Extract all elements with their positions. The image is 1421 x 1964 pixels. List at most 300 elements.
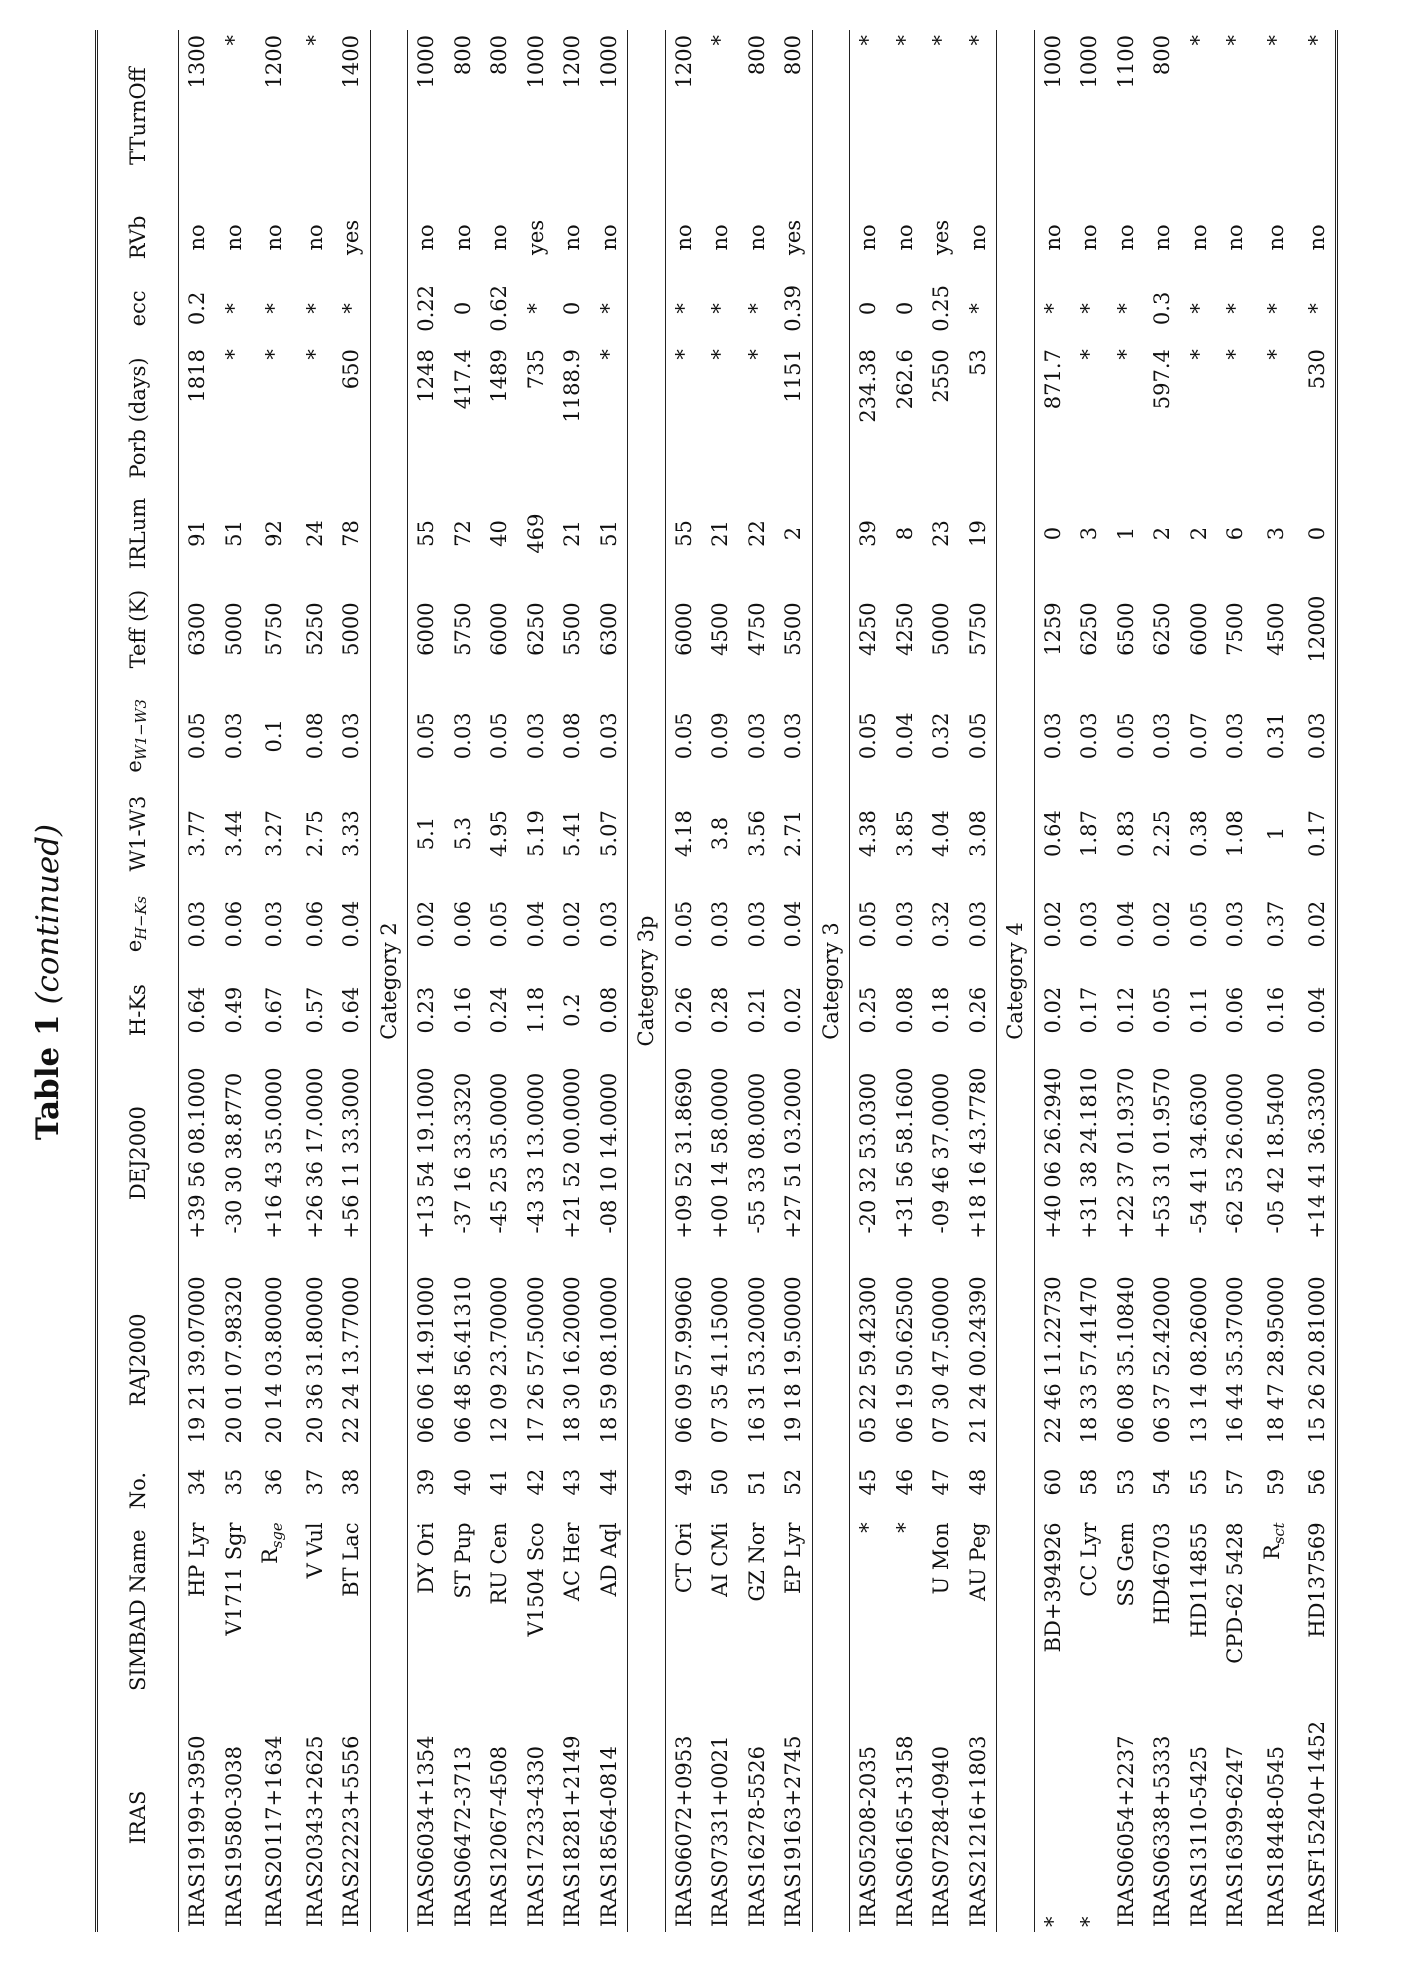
col-tturnoff-cell: 800 <box>487 35 512 76</box>
col-simbad-name-cell: * <box>856 1522 881 1533</box>
col-rvb-cell: no <box>965 224 990 251</box>
col-irlum-cell: 2 <box>1186 526 1211 541</box>
col-irlum-cell: 0 <box>1040 526 1065 541</box>
col-rvb-cell: no <box>856 224 881 251</box>
col-porb-cell: 1489 <box>487 349 512 403</box>
col-porb-cell: 1188.9 <box>560 349 585 423</box>
rotated-table-container <box>95 30 1370 1932</box>
col-w1-w3-cell: 3.44 <box>221 810 246 857</box>
col-h-ks-cell: 0.16 <box>1263 986 1288 1034</box>
col-simbad-name-cell: * <box>892 1522 917 1533</box>
col-h-ks-cell: 0.2 <box>560 993 585 1027</box>
col-dej2000-cell: +26 36 17.0000 <box>302 1067 327 1239</box>
col-raj2000-cell: 20 36 31.80000 <box>302 1276 327 1444</box>
col-e-h-ks-cell: 0.03 <box>596 900 621 948</box>
col-teff-cell: 5500 <box>781 602 806 656</box>
col-simbad-name-cell: GZ Nor <box>744 1522 769 1602</box>
col-porb-header: Porb (days) <box>97 344 179 492</box>
col-irlum-cell: 21 <box>708 520 733 547</box>
col-h-ks-cell: 0.64 <box>179 970 216 1050</box>
col-tturnoff-cell: * <box>856 35 881 46</box>
col-irlum-cell: 469 <box>523 513 548 554</box>
col-dej2000-cell: -45 25 35.0000 <box>487 1072 512 1234</box>
col-iras-cell: IRAS06054+2237 <box>1113 1735 1138 1927</box>
col-raj2000-cell: 16 44 35.37000 <box>1223 1276 1248 1444</box>
category-label: Category 2 <box>370 30 408 1932</box>
col-porb-cell: * <box>1223 349 1248 360</box>
col-tturnoff-cell: 1000 <box>414 35 439 89</box>
col-no-cell: 38 <box>339 1468 364 1496</box>
col-h-ks-cell: 0.26 <box>965 986 990 1034</box>
col-ecc-cell: * <box>339 303 364 314</box>
col-porb-cell: 2550 <box>929 349 954 403</box>
col-tturnoff-cell: * <box>221 35 246 46</box>
col-h-ks-cell: 0.08 <box>892 986 917 1034</box>
col-no-cell: 59 <box>1263 1468 1288 1496</box>
table-row <box>518 30 555 1932</box>
col-ecc-cell: 0.2 <box>179 273 216 345</box>
col-porb-cell: * <box>221 349 246 360</box>
col-iras-cell: IRAS19580-3038 <box>221 1745 246 1927</box>
col-rvb-cell: no <box>450 224 475 251</box>
col-irlum-cell: 40 <box>487 520 512 547</box>
col-irlum-cell: 0 <box>1299 492 1337 576</box>
col-dej2000-cell: -09 46 37.0000 <box>929 1072 954 1234</box>
col-simbad-name-cell: AU Peg <box>965 1522 990 1602</box>
col-teff-cell: 5500 <box>560 602 585 656</box>
col-dej2000-cell: -54 41 34.6300 <box>1186 1072 1211 1234</box>
col-irlum-cell: 2 <box>1150 526 1175 541</box>
col-e-h-ks-cell: 0.04 <box>1113 900 1138 948</box>
col-ecc-cell: * <box>1040 303 1065 314</box>
col-w1-w3-cell: 1.08 <box>1223 810 1248 857</box>
col-simbad-name-cell: CC Lyr <box>1077 1522 1102 1597</box>
col-e-h-ks-cell: 0.03 <box>744 900 769 948</box>
col-w1-w3-cell: 0.38 <box>1186 810 1211 857</box>
table-row <box>179 30 216 1932</box>
col-w1-w3-cell: 2.75 <box>302 810 327 857</box>
col-dej2000-cell: +13 54 19.1000 <box>414 1067 439 1239</box>
col-teff-cell: 6000 <box>414 602 439 656</box>
col-irlum-cell: 55 <box>671 520 696 547</box>
col-tturnoff-cell: * <box>892 35 917 46</box>
col-e-w1-w3-cell: 0.03 <box>596 712 621 760</box>
col-iras-cell: IRAS06472-3713 <box>450 1745 475 1927</box>
col-ecc-cell: * <box>302 303 327 314</box>
col-porb-cell: * <box>262 349 287 360</box>
col-e-h-ks-cell: 0.32 <box>929 900 954 948</box>
col-raj2000-header: RAJ2000 <box>97 1256 179 1464</box>
col-e-h-ks-cell: 0.03 <box>1223 900 1248 948</box>
col-no-cell: 46 <box>892 1468 917 1496</box>
table-group <box>812 30 997 1932</box>
col-porb-cell: * <box>1263 349 1288 360</box>
col-e-w1-w3-cell: 0.05 <box>487 712 512 760</box>
col-w1-w3-cell: 3.85 <box>892 810 917 857</box>
col-dej2000-cell: +40 06 26.2940 <box>1040 1067 1065 1239</box>
col-porb-cell: * <box>1077 349 1102 360</box>
col-dej2000-cell: +21 52 00.0000 <box>560 1067 585 1239</box>
col-e-h-ks-header: $e_{H-Ks}$ <box>97 878 179 970</box>
col-w1-w3-cell: 3.27 <box>262 810 287 857</box>
col-h-ks-cell: 0.49 <box>221 986 246 1034</box>
category-row <box>370 30 408 1932</box>
table-row <box>554 30 591 1932</box>
col-rvb-cell: no <box>744 224 769 251</box>
col-h-ks-cell: 0.17 <box>1077 986 1102 1034</box>
col-rvb-cell: no <box>221 224 246 251</box>
col-raj2000-cell: 22 46 11.22730 <box>1040 1276 1065 1444</box>
col-e-h-ks-cell: 0.06 <box>302 900 327 948</box>
col-e-w1-w3-cell: 0.08 <box>302 712 327 760</box>
col-raj2000-cell: 18 30 16.20000 <box>560 1276 585 1444</box>
table-row <box>850 30 887 1932</box>
col-simbad-name-cell: ST Pup <box>450 1522 475 1599</box>
col-h-ks-cell: 0.24 <box>487 986 512 1034</box>
col-e-h-ks-cell: 0.03 <box>965 900 990 948</box>
col-rvb-cell: no <box>560 224 585 251</box>
col-simbad-name-cell: HD46703 <box>1150 1522 1175 1625</box>
col-irlum-cell: 3 <box>1263 526 1288 541</box>
col-teff-cell: 6500 <box>1113 602 1138 656</box>
col-no-cell: 49 <box>671 1468 696 1496</box>
col-teff-cell: 6000 <box>671 602 696 656</box>
table-label: Table 1 <box>30 1014 66 1141</box>
col-teff-cell: 7500 <box>1223 602 1248 656</box>
col-dej2000-cell: -62 53 26.0000 <box>1223 1072 1248 1234</box>
col-rvb-cell: no <box>1263 224 1288 251</box>
col-irlum-cell: 19 <box>965 520 990 547</box>
col-tturnoff-cell: 1100 <box>1113 35 1138 89</box>
col-simbad-name-cell: HD137569 <box>1299 1517 1337 1703</box>
col-iras-cell: IRAS06072+0953 <box>671 1735 696 1927</box>
col-tturnoff-header: TTurnOff <box>97 30 179 202</box>
col-tturnoff-cell: 1400 <box>339 35 364 89</box>
col-ecc-cell: * <box>1113 303 1138 314</box>
col-iras-cell: IRAS22223+5556 <box>339 1735 364 1927</box>
col-ecc-header: ecc <box>97 273 179 345</box>
col-irlum-cell: 8 <box>892 526 917 541</box>
col-dej2000-cell: +18 16 43.7780 <box>965 1067 990 1239</box>
col-teff-cell: 5000 <box>929 602 954 656</box>
col-raj2000-cell: 07 35 41.15000 <box>708 1276 733 1444</box>
col-simbad-name-cell: U Mon <box>929 1522 954 1595</box>
col-h-ks-cell: 0.21 <box>744 986 769 1034</box>
col-e-w1-w3-header: $e_{W1-W3}$ <box>97 683 179 789</box>
col-rvb-cell: no <box>1077 224 1102 251</box>
col-porb-cell: 871.7 <box>1040 349 1065 410</box>
col-raj2000-cell: 18 47 28.95000 <box>1263 1276 1288 1444</box>
col-porb-cell: * <box>708 349 733 360</box>
table-caption <box>30 824 66 1140</box>
col-teff-cell: 5750 <box>965 602 990 656</box>
col-e-h-ks-cell: 0.04 <box>781 900 806 948</box>
col-no-cell: 55 <box>1186 1468 1211 1496</box>
col-teff-cell: 6300 <box>596 602 621 656</box>
col-rvb-cell: no <box>708 224 733 251</box>
col-iras-cell: IRAS13110-5425 <box>1186 1745 1211 1927</box>
col-porb-cell: * <box>671 349 696 360</box>
col-no-cell: 43 <box>560 1468 585 1496</box>
col-e-w1-w3-cell: 0.03 <box>1040 712 1065 760</box>
col-rvb-cell: no <box>1113 224 1138 251</box>
col-no-cell: 50 <box>708 1468 733 1496</box>
col-tturnoff-cell: * <box>302 35 327 46</box>
col-tturnoff-cell: 1000 <box>1077 35 1102 89</box>
col-simbad-name-cell: V Vul <box>302 1522 327 1579</box>
table-row <box>1071 30 1108 1932</box>
col-rvb-cell: yes <box>781 219 806 255</box>
table-row <box>591 30 628 1932</box>
col-rvb-cell: no <box>596 224 621 251</box>
table-row <box>702 30 739 1932</box>
col-raj2000-cell: 06 37 52.42000 <box>1150 1276 1175 1444</box>
col-h-ks-cell: 0.11 <box>1186 986 1211 1034</box>
col-irlum-cell: 92 <box>262 520 287 547</box>
col-dej2000-cell: -08 10 14.0000 <box>596 1072 621 1234</box>
col-teff-cell: 4250 <box>892 602 917 656</box>
table-group <box>628 30 813 1932</box>
col-porb-cell: * <box>302 349 327 360</box>
col-rvb-cell: no <box>302 224 327 251</box>
col-simbad-name-header: SIMBAD Name <box>97 1517 179 1703</box>
col-teff-cell: 4500 <box>708 602 733 656</box>
col-ecc-cell: 0 <box>560 301 585 316</box>
col-simbad-name-cell: CT Ori <box>671 1522 696 1594</box>
col-ecc-cell: 0.62 <box>487 285 512 332</box>
col-e-w1-w3-cell: 0.04 <box>892 712 917 760</box>
col-no-cell: 36 <box>262 1468 287 1496</box>
col-porb-cell: 1151 <box>781 349 806 403</box>
col-raj2000-cell: 16 31 53.20000 <box>744 1276 769 1444</box>
col-ecc-cell: * <box>596 303 621 314</box>
col-teff-cell: 4500 <box>1263 602 1288 656</box>
col-simbad-name-cell: AI CMi <box>708 1522 733 1597</box>
col-tturnoff-cell: * <box>1223 35 1248 46</box>
col-irlum-cell: 24 <box>302 520 327 547</box>
col-h-ks-cell: 0.16 <box>450 986 475 1034</box>
col-h-ks-cell: 0.18 <box>929 986 954 1034</box>
col-iras-cell: * <box>1077 1916 1102 1927</box>
col-e-h-ks-cell: 0.05 <box>487 900 512 948</box>
col-porb-cell: 530 <box>1299 344 1337 492</box>
col-simbad-name-cell: V1711 Sgr <box>221 1522 246 1636</box>
col-porb-cell: 735 <box>523 349 548 390</box>
col-iras-cell: IRAS16399-6247 <box>1223 1745 1248 1927</box>
col-irlum-cell: 72 <box>450 520 475 547</box>
col-teff-cell: 12000 <box>1299 575 1337 682</box>
col-e-w1-w3-cell: 0.03 <box>339 712 364 760</box>
col-porb-cell: * <box>744 349 769 360</box>
col-teff-cell: 5750 <box>450 602 475 656</box>
table-row <box>1181 30 1218 1932</box>
col-ecc-cell: * <box>1263 303 1288 314</box>
col-w1-w3-cell: 3.56 <box>744 810 769 857</box>
col-simbad-name-cell: $R_{sct}$ <box>1259 1522 1289 1560</box>
col-e-w1-w3-cell: 0.03 <box>1077 712 1102 760</box>
col-raj2000-cell: 22 24 13.77000 <box>339 1276 364 1444</box>
col-e-w1-w3-cell: 0.03 <box>523 712 548 760</box>
col-ecc-cell: 0 <box>856 301 881 316</box>
col-no-cell: 34 <box>179 1464 216 1518</box>
col-dej2000-cell: +00 14 58.0000 <box>708 1067 733 1239</box>
col-dej2000-cell: +22 37 01.9370 <box>1113 1067 1138 1239</box>
col-porb-cell: 1818 <box>179 344 216 492</box>
col-e-h-ks-cell: 0.02 <box>1040 900 1065 948</box>
category-row <box>812 30 850 1932</box>
col-e-w1-w3-cell: 0.05 <box>179 683 216 789</box>
col-raj2000-cell: 05 22 59.42300 <box>856 1276 881 1444</box>
table-row <box>960 30 997 1932</box>
col-rvb-cell: no <box>1299 202 1337 272</box>
col-dej2000-cell: +39 56 08.1000 <box>179 1050 216 1256</box>
col-no-cell: 42 <box>523 1468 548 1496</box>
col-dej2000-cell: +16 43 35.0000 <box>262 1067 287 1239</box>
col-e-w1-w3-cell: 0.1 <box>262 719 287 753</box>
col-raj2000-cell: 18 59 08.10000 <box>596 1276 621 1444</box>
col-no-cell: 44 <box>596 1468 621 1496</box>
col-dej2000-cell: -43 33 13.0000 <box>523 1072 548 1234</box>
col-h-ks-cell: 0.02 <box>1040 986 1065 1034</box>
col-irlum-cell: 22 <box>744 520 769 547</box>
table-row <box>1299 30 1337 1932</box>
col-h-ks-cell: 0.28 <box>708 986 733 1034</box>
col-tturnoff-cell: 1300 <box>179 30 216 202</box>
col-ecc-cell: 0 <box>450 301 475 316</box>
col-porb-cell: 650 <box>339 349 364 390</box>
col-no-cell: 57 <box>1223 1468 1248 1496</box>
col-rvb-header: RVb <box>97 202 179 272</box>
col-teff-cell: 5250 <box>302 602 327 656</box>
table-row <box>775 30 812 1932</box>
col-e-h-ks-cell: 0.02 <box>414 900 439 948</box>
table-row <box>1217 30 1254 1932</box>
col-irlum-cell: 2 <box>781 526 806 541</box>
col-h-ks-cell: 0.05 <box>1150 986 1175 1034</box>
col-teff-cell: 4750 <box>744 602 769 656</box>
col-ecc-cell: * <box>1077 303 1102 314</box>
col-h-ks-cell: 0.57 <box>302 986 327 1034</box>
col-rvb-cell: no <box>671 224 696 251</box>
col-irlum-cell: 51 <box>596 520 621 547</box>
col-e-h-ks-cell: 0.02 <box>1299 878 1337 970</box>
col-w1-w3-cell: 5.07 <box>596 810 621 857</box>
col-tturnoff-cell: 800 <box>744 35 769 76</box>
col-teff-cell: 6250 <box>523 602 548 656</box>
col-w1-w3-cell: 4.04 <box>929 810 954 857</box>
col-raj2000-cell: 06 08 35.10840 <box>1113 1276 1138 1444</box>
col-tturnoff-cell: 1000 <box>523 35 548 89</box>
col-raj2000-cell: 06 48 56.41310 <box>450 1276 475 1444</box>
col-simbad-name-cell: AD Aql <box>596 1522 621 1597</box>
col-rvb-cell: no <box>414 224 439 251</box>
col-iras-cell: IRAS18281+2149 <box>560 1735 585 1927</box>
col-no-cell: 60 <box>1040 1468 1065 1496</box>
col-irlum-cell: 6 <box>1223 526 1248 541</box>
col-e-w1-w3-cell: 0.32 <box>929 712 954 760</box>
col-e-h-ks-cell: 0.02 <box>1150 900 1175 948</box>
col-iras-cell: IRAS05208-2035 <box>856 1745 881 1927</box>
table-group <box>370 30 628 1932</box>
col-tturnoff-cell: 800 <box>1150 35 1175 76</box>
col-w1-w3-cell: 3.8 <box>708 816 733 851</box>
col-porb-cell: 417.4 <box>450 349 475 410</box>
col-porb-cell: 234.38 <box>856 349 881 423</box>
col-porb-cell: 53 <box>965 349 990 376</box>
col-porb-cell: 597.4 <box>1150 349 1175 410</box>
col-iras-cell: IRAS17233-4330 <box>523 1745 548 1927</box>
col-teff-cell: 6250 <box>1150 602 1175 656</box>
col-h-ks-cell: 0.23 <box>414 986 439 1034</box>
col-iras-cell: IRAS18448-0545 <box>1263 1745 1288 1927</box>
table-row <box>1034 30 1071 1932</box>
col-irlum-cell: 21 <box>560 520 585 547</box>
col-tturnoff-cell: 800 <box>781 35 806 76</box>
col-teff-cell: 6000 <box>487 602 512 656</box>
col-e-w1-w3-cell: 0.07 <box>1186 712 1211 760</box>
col-ecc-cell: * <box>1186 303 1211 314</box>
col-tturnoff-cell: 1200 <box>560 35 585 89</box>
col-porb-cell: * <box>1113 349 1138 360</box>
category-row <box>628 30 666 1932</box>
col-simbad-name-cell: HP Lyr <box>179 1517 216 1703</box>
col-no-cell: 39 <box>414 1468 439 1496</box>
category-row <box>997 30 1035 1932</box>
col-w1-w3-cell: 4.95 <box>487 810 512 857</box>
col-raj2000-cell: 07 30 47.50000 <box>929 1276 954 1444</box>
col-simbad-name-cell: HD114855 <box>1186 1522 1211 1638</box>
col-e-h-ks-cell: 0.37 <box>1263 900 1288 948</box>
col-e-h-ks-cell: 0.03 <box>1077 900 1102 948</box>
col-raj2000-cell: 06 09 57.99060 <box>671 1276 696 1444</box>
table-row <box>297 30 334 1932</box>
table-row <box>923 30 960 1932</box>
col-ecc-cell: * <box>708 303 733 314</box>
col-e-h-ks-cell: 0.03 <box>892 900 917 948</box>
col-raj2000-cell: 18 33 57.41470 <box>1077 1276 1102 1444</box>
col-no-cell: 52 <box>781 1468 806 1496</box>
col-no-cell: 56 <box>1299 1464 1337 1518</box>
col-simbad-name-cell: SS Gem <box>1113 1522 1138 1607</box>
col-ecc-cell: 0.22 <box>414 285 439 332</box>
col-no-cell: 51 <box>744 1468 769 1496</box>
col-iras-cell: IRAS16278-5526 <box>744 1745 769 1927</box>
col-dej2000-cell: +53 31 01.9570 <box>1150 1067 1175 1239</box>
col-e-w1-w3-cell: 0.09 <box>708 712 733 760</box>
col-w1-w3-cell: 1.87 <box>1077 810 1102 857</box>
col-raj2000-cell: 15 26 20.81000 <box>1299 1256 1337 1464</box>
col-dej2000-cell: -20 32 53.0300 <box>856 1072 881 1234</box>
col-rvb-cell: no <box>179 202 216 272</box>
col-e-h-ks-cell: 0.02 <box>560 900 585 948</box>
col-w1-w3-cell: 4.38 <box>856 810 881 857</box>
col-irlum-cell: 51 <box>221 520 246 547</box>
col-irlum-cell: 23 <box>929 520 954 547</box>
col-h-ks-cell: 1.18 <box>523 986 548 1034</box>
col-h-ks-header: H-Ks <box>97 970 179 1050</box>
table-row <box>408 30 445 1932</box>
data-table <box>95 30 1338 1932</box>
col-e-w1-w3-cell: 0.05 <box>965 712 990 760</box>
table-header <box>97 30 179 1932</box>
col-teff-cell: 6300 <box>179 575 216 682</box>
table-row <box>665 30 702 1932</box>
col-rvb-cell: no <box>487 224 512 251</box>
col-e-w1-w3-cell: 0.03 <box>1299 683 1337 789</box>
col-simbad-name-cell: AC Her <box>560 1522 585 1602</box>
col-simbad-name-cell: CPD-62 5428 <box>1223 1522 1248 1664</box>
col-tturnoff-cell: * <box>1186 35 1211 46</box>
